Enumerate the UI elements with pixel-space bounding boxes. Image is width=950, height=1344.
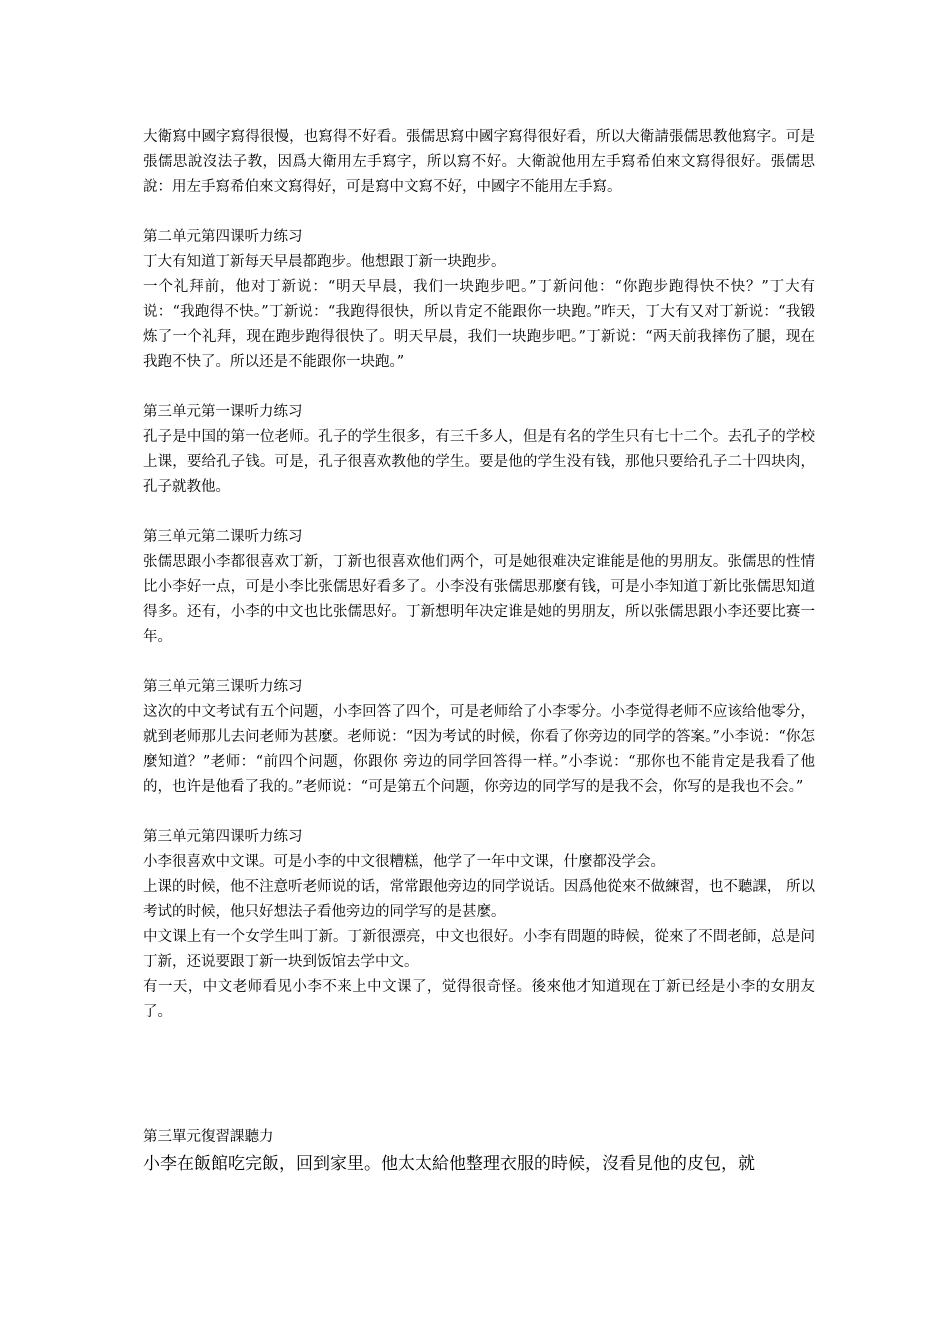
section-paragraph: 这次的中文考试有五个问题，小李回答了四个，可是老师给了小李零分。小李觉得老师不应该给他零分，就到老师那儿去问老师为甚麼。老师说：“因为考试的时候，你看了你旁边的同学的答案。”小李说：“你怎麼知道？”老师：“前四个问题，你跟你 旁边的同学回答得一样。”小李说：“那你也不能肯定是我看了他的，也许是他看了我的。”老师说：“可是第五个问题，你旁边的同学写的是我不会，你写的是我也不会。” xyxy=(143,704,815,795)
section-title: 第三單元復習課聽力 xyxy=(143,1129,274,1145)
section-paragraph: 丁大有知道丁新每天早晨都跑步。他想跟丁新一块跑步。 xyxy=(143,254,506,270)
spacer xyxy=(143,200,815,225)
section-paragraph: 小李很喜欢中文课。可是小李的中文很糟糕，他学了一年中文课，什麼都没学会。 xyxy=(143,854,665,870)
section-lesson-3-1 xyxy=(143,400,815,500)
section-lesson-3-2 xyxy=(143,525,815,650)
spacer xyxy=(143,650,815,675)
section-title: 第三单元第四课听力练习 xyxy=(143,829,303,845)
section-paragraph: 小李在飯館吃完飯，回到家里。他太太給他整理衣服的時候，沒看見他的皮包，就 xyxy=(143,1154,755,1174)
intro-block xyxy=(143,125,815,200)
section-paragraph: 孔子是中国的第一位老师。孔子的学生很多，有三千多人，但是有名的学生只有七十二个。去孔子的学校上课，要给孔子钱。可是，孔子很喜欢教他的学生。要是他的学生没有钱，那他只要给孔子二十四块肉，孔子就教他。 xyxy=(143,429,815,495)
section-paragraph: 有一天，中文老师看见小李不来上中文课了，觉得很奇怪。後來他才知道现在丁新已经是小李的女朋友了。 xyxy=(143,979,815,1020)
section-paragraph: 张儒思跟小李都很喜欢丁新，丁新也很喜欢他们两个，可是她很难决定谁能是他的男朋友。张儒思的性情比小李好一点，可是小李比张儒思好看多了。小李没有张儒思那麼有钱，可是小李知道丁新比张儒思知道得多。还有，小李的中文也比张儒思好。丁新想明年决定谁是她的男朋友，所以张儒思跟小李还要比赛一年。 xyxy=(143,554,815,645)
section-paragraph: 中文课上有一个女学生叫丁新。丁新很漂亮，中文也很好。小李有問題的時候，從來了不問老師，总是问丁新，还说要跟丁新一块到饭馆去学中文。 xyxy=(143,929,815,970)
section-title: 第三单元第二课听力练习 xyxy=(143,529,303,545)
section-lesson-3-4 xyxy=(143,825,815,1025)
section-review-lesson xyxy=(143,1125,815,1178)
document-page xyxy=(143,125,815,1178)
section-paragraph: 上课的时候，他不注意听老师说的话，常常跟他旁边的同学说话。因爲他從來不做練習，也不聽課， 所以考试的时候，他只好想法子看他旁边的同学写的是甚麼。 xyxy=(143,879,815,920)
spacer xyxy=(143,500,815,525)
section-title: 第三单元第三课听力练习 xyxy=(143,679,303,695)
section-lesson-3-3 xyxy=(143,675,815,800)
section-title: 第二单元第四课听力练习 xyxy=(143,229,303,245)
section-paragraph: 一个礼拜前，他对丁新说：“明天早晨，我们一块跑步吧。”丁新问他：“你跑步跑得快不快？”丁大有说：“我跑得不快。”丁新说：“我跑得很快，所以肯定不能跟你一块跑。”昨天，丁大有又对丁新说：“我锻炼了一个礼拜，现在跑步跑得很快了。明天早晨，我们一块跑步吧。”丁新说：“两天前我摔伤了腿，现在我跑不快了。所以还是不能跟你一块跑。” xyxy=(143,279,815,370)
spacer xyxy=(143,375,815,400)
intro-paragraph: 大衛寫中國字寫得很慢，也寫得不好看。張儒思寫中國字寫得很好看，所以大衛請張儒思教他寫字。可是張儒思說沒法子教，因爲大衛用左手寫字，所以寫不好。大衛說他用左手寫希伯來文寫得很好。張儒思說：用左手寫希伯來文寫得好，可是寫中文寫不好，中國字不能用左手寫。 xyxy=(143,129,815,195)
section-lesson-2-4 xyxy=(143,225,815,375)
spacer xyxy=(143,1025,815,1125)
section-title: 第三单元第一课听力练习 xyxy=(143,404,303,420)
spacer xyxy=(143,800,815,825)
